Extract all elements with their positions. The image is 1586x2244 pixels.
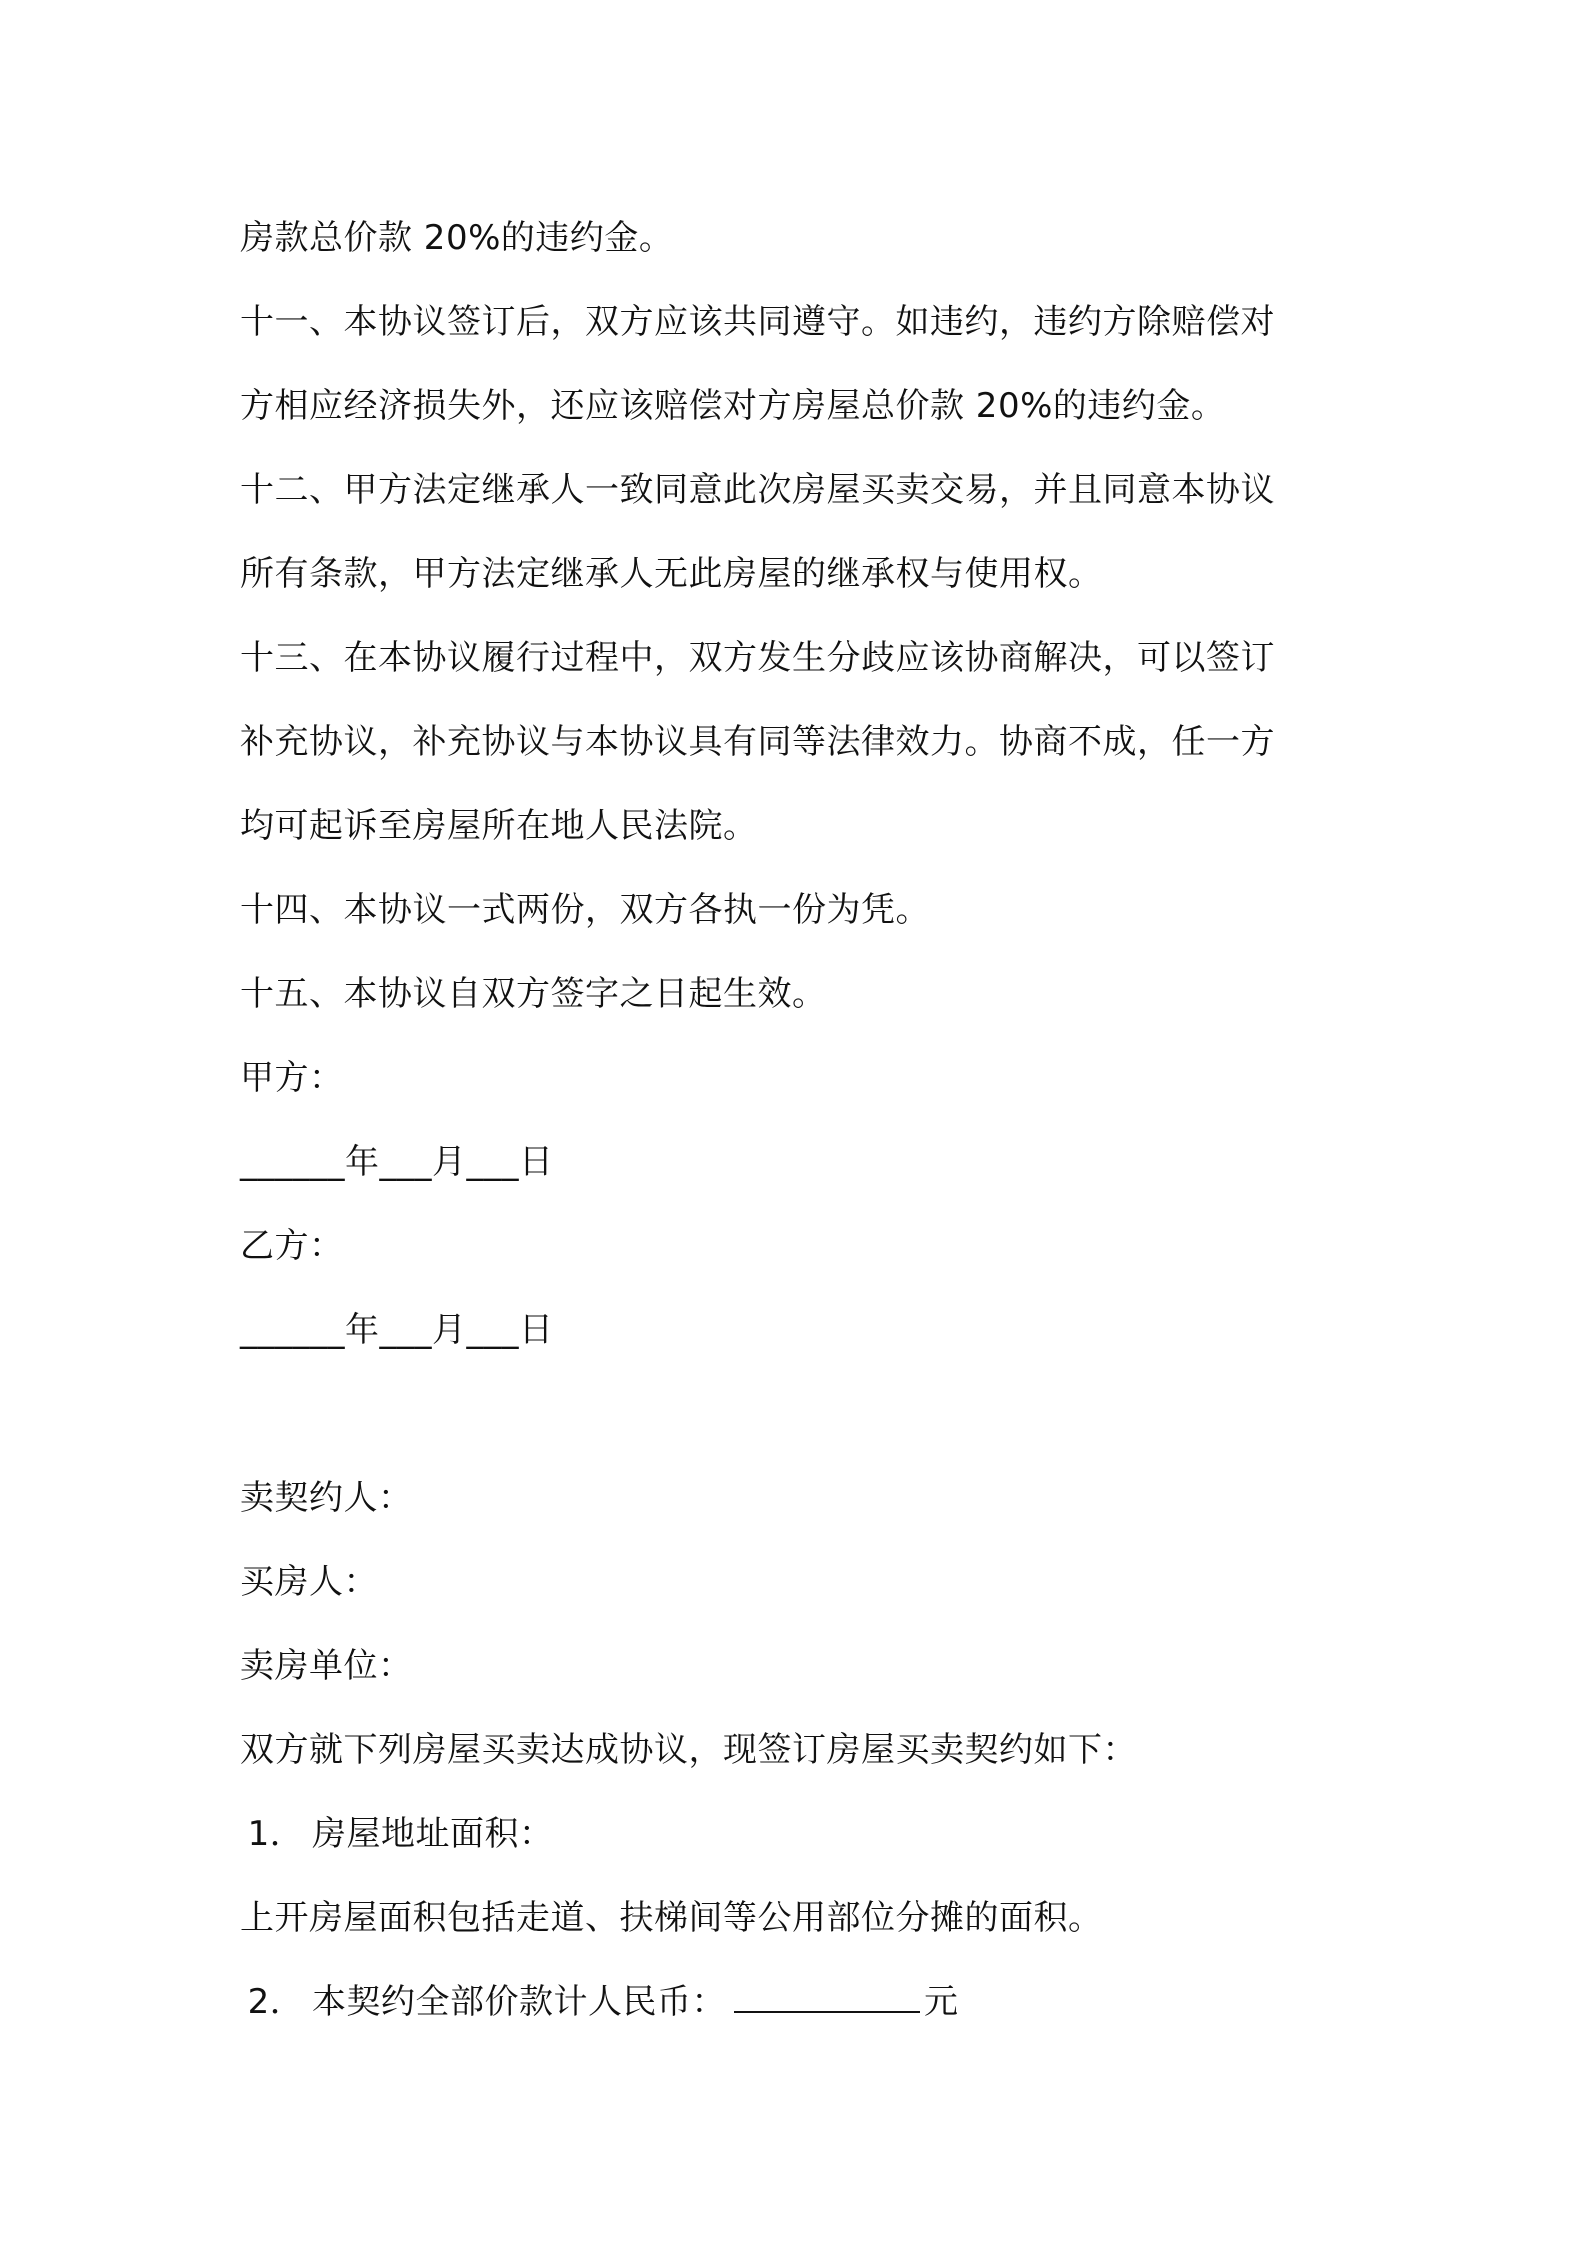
price-blank-line: [734, 1983, 920, 2013]
party-a-label: 甲方：: [240, 1058, 344, 1098]
item-1-text: 房屋地址面积：: [312, 1814, 554, 1854]
paragraph: 房款总价款 20%的违约金。: [240, 218, 674, 258]
buyer-label: 买房人：: [240, 1562, 378, 1602]
paragraph: 十二、甲方法定继承人一致同意此次房屋买卖交易，并且同意本协议: [240, 470, 1275, 510]
paragraph: 补充协议，补充协议与本协议具有同等法律效力。协商不成，任一方: [240, 722, 1275, 762]
seller-label: 卖契约人：: [240, 1478, 413, 1518]
paragraph: 十五、本协议自双方签字之日起生效。: [240, 974, 827, 1014]
item-2-text: 本契约全部价款计人民币：: [312, 1982, 726, 2022]
party-b-date: ______年___月___日: [240, 1310, 554, 1350]
paragraph: 所有条款，甲方法定继承人无此房屋的继承权与使用权。: [240, 554, 1103, 594]
area-note: 上开房屋面积包括走道、扶梯间等公用部位分摊的面积。: [240, 1898, 1103, 1938]
paragraph: 十三、在本协议履行过程中，双方发生分歧应该协商解决，可以签订: [240, 638, 1275, 678]
price-unit: 元: [924, 1982, 959, 2022]
party-a-date: ______年___月___日: [240, 1142, 554, 1182]
party-b-label: 乙方：: [240, 1226, 344, 1266]
seller-unit-label: 卖房单位：: [240, 1646, 413, 1686]
item-2: [240, 1960, 1370, 2044]
paragraph: 方相应经济损失外，还应该赔偿对方房屋总价款 20%的违约金。: [240, 386, 1226, 426]
paragraph: 十四、本协议一式两份，双方各执一份为凭。: [240, 890, 930, 930]
paragraph: 十一、本协议签订后，双方应该共同遵守。如违约，违约方除赔偿对: [240, 302, 1275, 342]
item-2-number: 2．: [247, 1982, 305, 2022]
contract-intro: 双方就下列房屋买卖达成协议，现签订房屋买卖契约如下：: [240, 1730, 1137, 1770]
paragraph: 均可起诉至房屋所在地人民法院。: [240, 806, 758, 846]
section-gap: [240, 1372, 1370, 1456]
item-1-number: 1．: [247, 1814, 305, 1854]
item-1: [240, 1792, 1370, 1876]
document-body: [240, 196, 1370, 2044]
